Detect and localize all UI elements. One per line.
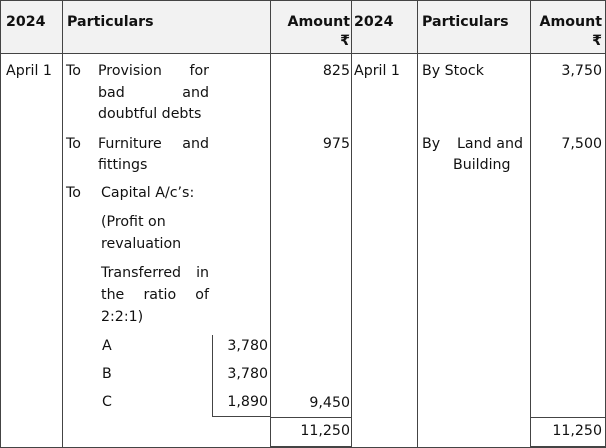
- grid-line: [0, 0, 1, 448]
- land-line-1: Land and: [457, 136, 523, 152]
- provision-line-1: Provision for: [98, 63, 209, 79]
- furniture-to: To: [66, 136, 81, 152]
- grid-line: [0, 53, 606, 54]
- header-rupee-right: ₹: [592, 33, 602, 49]
- debit-date: April 1: [6, 63, 52, 79]
- credit-total: 11,250: [552, 423, 602, 439]
- grid-line: [270, 0, 271, 448]
- capital-line-2: (Profit on: [101, 214, 166, 230]
- partner-a-amount: 3,780: [227, 338, 268, 354]
- partner-c-name: C: [102, 394, 112, 410]
- land-line-2: Building: [453, 157, 511, 173]
- provision-line-2: bad and: [98, 85, 209, 101]
- header-particulars-right: Particulars: [422, 14, 509, 30]
- capital-to: To: [66, 185, 81, 201]
- capital-amount: 9,450: [309, 395, 350, 411]
- partner-b-name: B: [102, 366, 112, 382]
- header-rupee-left: ₹: [340, 33, 350, 49]
- header-amount-left: Amount: [287, 14, 350, 30]
- grid-line: [62, 0, 63, 448]
- debit-total: 11,250: [300, 423, 350, 439]
- partner-a-name: A: [102, 338, 112, 354]
- provision-to: To: [66, 63, 81, 79]
- furniture-line-2: fittings: [98, 157, 148, 173]
- grid-line: [270, 417, 351, 418]
- grid-line: [530, 417, 605, 418]
- stock-amount: 3,750: [561, 63, 602, 79]
- header-year-right: 2024: [354, 14, 394, 30]
- capital-line-5: the ratio of: [101, 287, 209, 303]
- capital-line-1: Capital A/c’s:: [101, 185, 195, 201]
- grid-line: [212, 416, 270, 417]
- capital-line-3: revaluation: [101, 236, 182, 252]
- partner-c-amount: 1,890: [227, 394, 268, 410]
- land-by: By: [422, 136, 441, 152]
- header-amount-right: Amount: [539, 14, 602, 30]
- grid-line: [212, 335, 213, 417]
- grid-line: [351, 0, 352, 448]
- grid-line: [530, 0, 531, 448]
- capital-line-4: Transferred in: [101, 265, 209, 281]
- credit-date: April 1: [354, 63, 400, 79]
- furniture-line-1: Furniture and: [98, 136, 209, 152]
- header-year-left: 2024: [6, 14, 46, 30]
- header-particulars-left: Particulars: [67, 14, 154, 30]
- stock-label: By Stock: [422, 63, 484, 79]
- capital-line-6: 2:2:1): [101, 309, 144, 325]
- furniture-amount: 975: [322, 136, 350, 152]
- provision-line-3: doubtful debts: [98, 106, 202, 122]
- land-amount: 7,500: [561, 136, 602, 152]
- grid-line: [0, 0, 606, 1]
- partner-b-amount: 3,780: [227, 366, 268, 382]
- provision-amount: 825: [322, 63, 350, 79]
- grid-line: [417, 0, 418, 448]
